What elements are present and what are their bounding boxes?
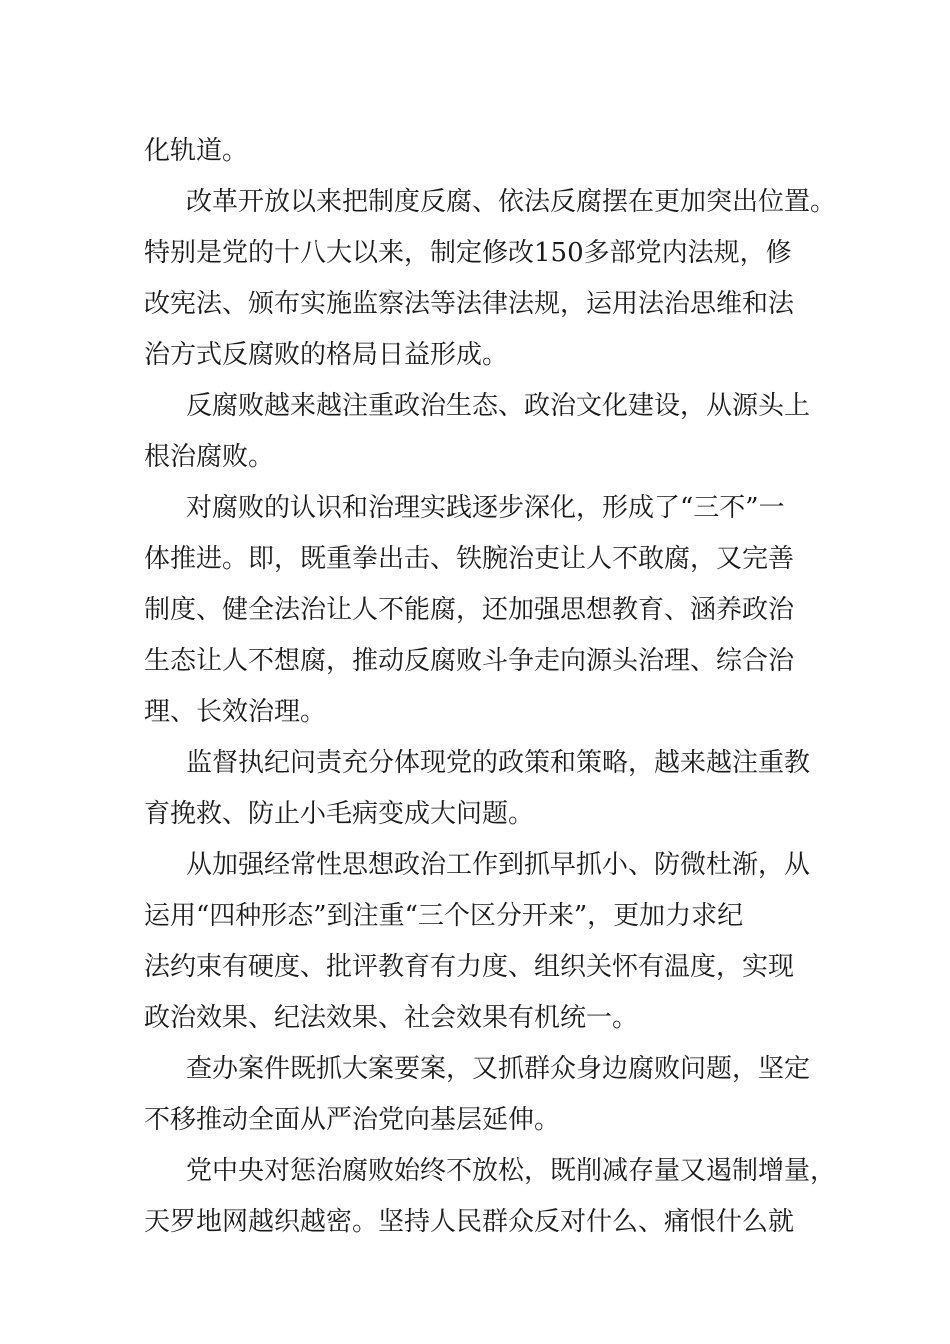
text-line: 不移推动全面从严治党向基层延伸。 (144, 1105, 561, 1135)
text-line: 特别是党的十八大以来，制定修改150多部党内法规，修 (144, 238, 792, 268)
paragraph-first-line: 从加强经常性思想政治工作到抓早抓小、防微杜渐，从 (186, 850, 811, 880)
text-line: 化轨道。 (144, 136, 249, 166)
text-line: 改宪法、颁布实施监察法等法律法规，运用法治思维和法 (144, 289, 795, 319)
text-line: 政治效果、纪法效果、社会效果有机统一。 (144, 1003, 639, 1033)
paragraph-first-line: 反腐败越来越注重政治生态、政治文化建设，从源头上 (186, 391, 811, 421)
paragraph-first-line: 对腐败的认识和治理实践逐步深化，形成了“三不”一 (186, 493, 785, 523)
text-line: 运用“四种形态”到注重“三个区分开来”，更加力求纪 (144, 901, 744, 931)
text-line: 天罗地网越织越密。坚持人民群众反对什么、痛恨什么就 (144, 1207, 795, 1237)
paragraph-first-line: 监督执纪问责充分体现党的政策和策略，越来越注重教 (186, 748, 811, 778)
paragraph-first-line: 改革开放以来把制度反腐、依法反腐摆在更加突出位置。 (186, 187, 837, 217)
paragraph-first-line: 党中央对惩治腐败始终不放松，既削减存量又遏制增量， (186, 1156, 837, 1186)
text-line: 制度、健全法治让人不能腐，还加强思想教育、涵养政治 (144, 595, 795, 625)
document-body (144, 126, 837, 1248)
text-line: 育挽救、防止小毛病变成大问题。 (144, 799, 535, 829)
text-line: 根治腐败。 (144, 442, 275, 472)
text-line: 法约束有硬度、批评教育有力度、组织关怀有温度，实现 (144, 952, 795, 982)
text-line: 体推进。即，既重拳出击、铁腕治吏让人不敢腐，又完善 (144, 544, 795, 574)
paragraph-first-line: 查办案件既抓大案要案，又抓群众身边腐败问题，坚定 (186, 1054, 811, 1084)
text-line: 理、长效治理。 (144, 697, 327, 727)
text-line: 治方式反腐败的格局日益形成。 (144, 340, 509, 370)
text-line: 生态让人不想腐，推动反腐败斗争走向源头治理、综合治 (144, 646, 795, 676)
